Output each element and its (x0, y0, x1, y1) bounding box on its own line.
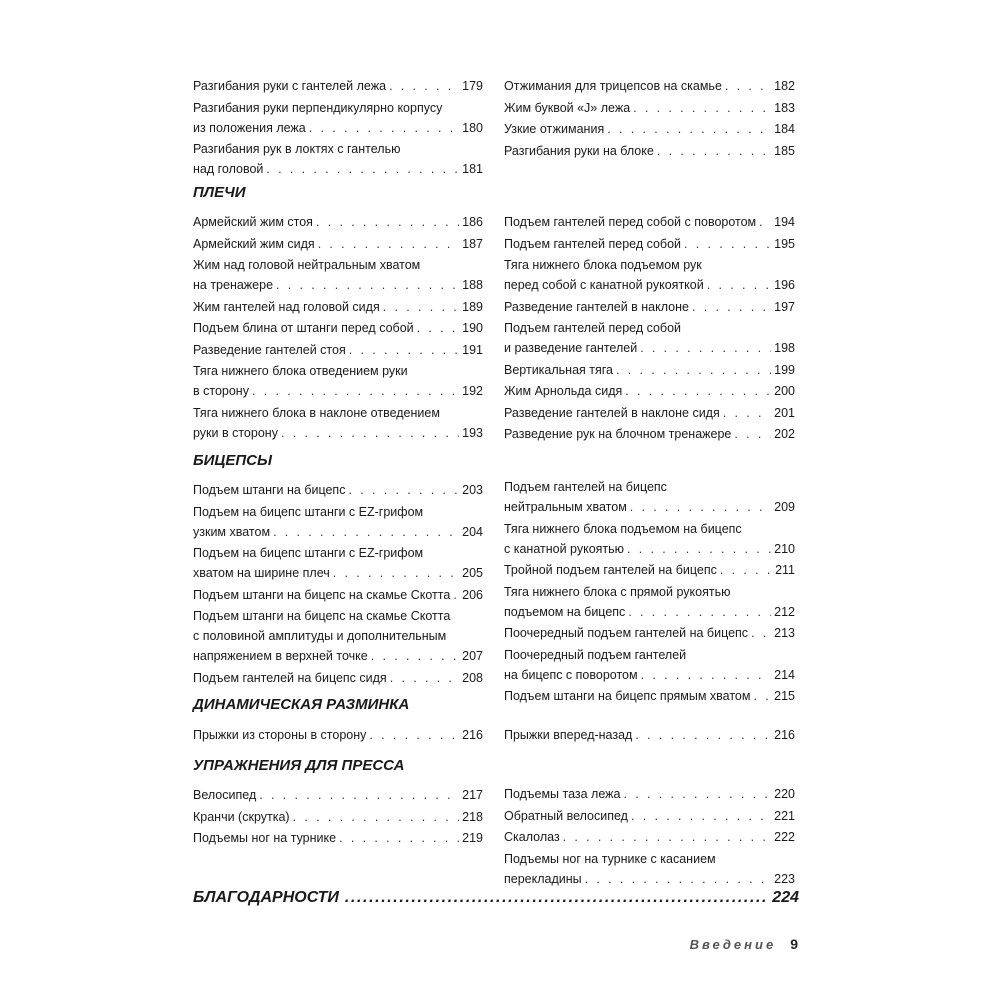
section-heading: ДИНАМИЧЕСКАЯ РАЗМИНКА (193, 696, 410, 713)
toc-entry-title-line: Разведение гантелей стоя (193, 342, 346, 357)
toc-entry-title-line: Подъем блина от штанги перед собой (193, 321, 414, 335)
toc-entry[interactable] (504, 827, 795, 847)
toc-entry-title-line: напряжением в верхней точке (193, 649, 368, 663)
toc-entry-title-line: Жим буквой «J» лежа (504, 100, 631, 115)
toc-entry-title-line: на бицепс с поворотом (504, 667, 638, 682)
toc-entry-title-line: Вертикальная тяга (504, 362, 614, 377)
toc-entry[interactable] (193, 543, 483, 583)
leader-dots (630, 497, 771, 517)
toc-entry[interactable] (193, 828, 483, 848)
leader-dots (585, 869, 771, 889)
toc-entry[interactable] (504, 645, 795, 685)
toc-entry-page: 199 (774, 362, 795, 377)
toc-entry-page: 222 (774, 830, 795, 844)
acknowledgments-page: 224 (772, 889, 799, 906)
toc-entry-page: 191 (462, 342, 483, 357)
toc-entry-title-line: узким хватом (193, 524, 271, 539)
leader-dots (389, 76, 459, 96)
toc-entry-title-line: Подъемы ног на турнике с касанием (504, 851, 716, 866)
toc-entry-page: 202 (774, 427, 795, 441)
toc-entry-title-line: Армейский жим стоя (193, 215, 313, 229)
toc-entry-title-line: хватом на ширине плеч (193, 566, 330, 580)
toc-entry-title-line: Подъем на бицепс штанги с EZ-грифом (193, 546, 424, 560)
toc-entry-page: 193 (462, 425, 483, 440)
toc-entry[interactable] (193, 234, 483, 254)
leader-dots (633, 98, 771, 118)
toc-entry-title-line: Тяга нижнего блока подъемом на бицепс (504, 521, 742, 536)
leader-dots (276, 275, 459, 295)
toc-entry-page: 212 (774, 604, 795, 619)
toc-entry-title-line: Отжимания для трицепсов на скамье (504, 79, 722, 93)
toc-entry[interactable] (504, 424, 795, 444)
toc-entry[interactable] (193, 76, 483, 96)
leader-dots (417, 318, 460, 338)
toc-entry-page: 204 (462, 524, 483, 539)
toc-entry[interactable] (504, 318, 795, 358)
toc-entry-page: 187 (462, 236, 483, 251)
toc-entry[interactable] (504, 623, 795, 643)
toc-entry-title-line: Подъем гантелей перед собой с поворотом (504, 215, 757, 229)
toc-entry-title-line: Жим гантелей над головой сидя (193, 299, 380, 314)
leader-dots (684, 234, 771, 254)
toc-entry[interactable] (504, 234, 795, 254)
toc-entry-title-line: Подъем штанги на бицепс прямым хватом (504, 689, 751, 703)
toc-entry-page: 201 (774, 405, 795, 420)
leader-dots (316, 212, 459, 232)
toc-entry-title-line: Поочередный подъем гантелей (504, 647, 687, 662)
toc-entry[interactable] (504, 403, 795, 423)
leader-dots (723, 403, 771, 423)
toc-entry[interactable] (504, 98, 795, 118)
leader-dots (371, 646, 459, 666)
toc-entry[interactable] (504, 560, 795, 580)
leader-dots (339, 828, 459, 848)
acknowledgments-label: БЛАГОДАРНОСТИ (193, 889, 339, 906)
toc-entry-title-line: Разведение рук на блочном тренажере (504, 427, 732, 441)
toc-entry-page: 211 (775, 563, 795, 577)
leader-dots (453, 585, 459, 605)
toc-entry-page: 209 (774, 500, 795, 514)
toc-entry-title-line: Армейский жим сидя (193, 236, 315, 251)
toc-entry[interactable] (504, 477, 795, 517)
toc-entry-title-line: и разведение гантелей (504, 341, 638, 355)
toc-entry-title-line: Подъем штанги на бицепс на скамье Скотта (193, 609, 451, 623)
toc-entry-title-line: Разведение гантелей в наклоне сидя (504, 405, 720, 420)
toc-entry-page: 214 (774, 667, 795, 682)
leader-dots (259, 785, 459, 805)
leader-dots (318, 234, 459, 254)
toc-entry-title-line: нейтральным хватом (504, 500, 627, 514)
toc-entry-title-line: Скалолаз (504, 830, 560, 844)
toc-entry[interactable] (504, 212, 795, 232)
toc-entry-title-line: Тяга нижнего блока подъемом рук (504, 258, 702, 272)
toc-entry[interactable] (504, 360, 795, 380)
leader-dots (707, 275, 771, 295)
leader-dots (607, 119, 771, 139)
toc-entry-page: 205 (462, 566, 483, 580)
toc-entry-page: 182 (774, 79, 795, 93)
toc-entry-page: 188 (462, 278, 483, 292)
leader-dots (369, 725, 459, 745)
leader-dots (628, 602, 771, 622)
leader-dots (631, 806, 771, 826)
toc-entry-page: 197 (774, 299, 795, 314)
toc-entry-title-line: Разгибания руки на блоке (504, 143, 654, 158)
toc-entry[interactable] (193, 403, 483, 443)
toc-entry-page: 180 (462, 120, 483, 135)
toc-entry-title-line: Подъемы ног на турнике (193, 831, 337, 845)
toc-entry-title-line: Прыжки из стороны в сторону (193, 728, 367, 742)
toc-entry-page: 194 (774, 215, 795, 229)
toc-entry-page: 206 (462, 587, 483, 602)
toc-entry-title-line: в сторону (193, 384, 249, 398)
leader-dots (640, 338, 771, 358)
section-heading: УПРАЖНЕНИЯ ДЛЯ ПРЕССА (193, 757, 405, 774)
leader-dots (635, 725, 771, 745)
toc-entry[interactable] (193, 606, 483, 666)
toc-entry-title-line: Подъем гантелей на бицепс сидя (193, 670, 387, 685)
toc-entry-title-line: Подъем на бицепс штанги с EZ-грифом (193, 504, 424, 519)
leader-dots (266, 159, 459, 179)
toc-entry-page: 184 (774, 122, 795, 136)
toc-entry-title-line: Обратный велосипед (504, 808, 628, 823)
leader-dots (390, 668, 459, 688)
toc-entry-title-line: Подъем гантелей перед собой (504, 236, 682, 251)
toc-entry[interactable] (193, 502, 483, 542)
page-footer (690, 936, 798, 956)
toc-entry-title-line: Тяга нижнего блока отведением руки (193, 364, 408, 378)
toc-entry-title-line: из положения лежа (193, 120, 306, 135)
toc-entry[interactable] (504, 582, 795, 622)
leader-dots (720, 560, 772, 580)
section-heading: БИЦЕПСЫ (193, 452, 272, 469)
toc-entry[interactable] (504, 519, 795, 559)
leader-dots (293, 807, 460, 827)
leader-dots (657, 141, 771, 161)
leader-dots (349, 340, 459, 360)
toc-entry[interactable] (193, 297, 483, 317)
toc-entry[interactable] (504, 806, 795, 826)
leader-dots (281, 423, 459, 443)
toc-entry[interactable] (193, 212, 483, 232)
leader-dots (692, 297, 771, 317)
toc-entry-page: 185 (774, 143, 795, 158)
toc-entry-page: 223 (774, 871, 795, 886)
toc-entry-page: 220 (774, 787, 795, 801)
toc-entry-title-line: подъемом на бицепс (504, 604, 626, 619)
toc-entry-title-line: на тренажере (193, 278, 274, 292)
toc-entry-page: 189 (462, 299, 483, 314)
toc-entry-title-line: Подъем штанги на бицепс (193, 483, 346, 497)
toc-entry-page: 207 (462, 649, 483, 663)
toc-entry[interactable] (193, 340, 483, 360)
toc-entry-title-line: Узкие отжимания (504, 122, 605, 136)
toc-entry-title-line: Разведение гантелей в наклоне (504, 299, 689, 314)
leader-dots (725, 76, 771, 96)
leader-dots (345, 889, 766, 907)
leader-dots (753, 686, 771, 706)
toc-entry-title-line: Тяга нижнего блока в наклоне отведением (193, 405, 440, 420)
toc-entry-title-line: Тяга нижнего блока с прямой рукоятью (504, 584, 731, 599)
toc-entry-title-line: Велосипед (193, 788, 257, 802)
toc-entry[interactable] (193, 725, 483, 745)
toc-entry-title-line: Поочередный подъем гантелей на бицепс (504, 626, 749, 640)
toc-entry-page: 213 (774, 626, 795, 640)
toc-entry-title-line: Жим над головой нейтральным хватом (193, 258, 421, 272)
toc-entry-page: 195 (774, 236, 795, 251)
toc-entry[interactable] (193, 98, 483, 138)
toc-entry[interactable] (504, 255, 795, 295)
toc-entry-page: 190 (462, 321, 483, 335)
toc-entry-title-line: перекладины (504, 871, 582, 886)
toc-entry-title-line: Разгибания руки с гантелей лежа (193, 79, 387, 93)
toc-entry[interactable] (504, 141, 795, 161)
toc-entry-page: 181 (462, 162, 483, 176)
leader-dots (751, 623, 771, 643)
toc-entry[interactable] (193, 139, 483, 179)
toc-entry-page: 217 (462, 788, 483, 802)
toc-entry-page: 218 (462, 809, 483, 824)
toc-entry-title-line: над головой (193, 162, 264, 176)
toc-entry[interactable] (193, 255, 483, 295)
toc-entry[interactable] (504, 725, 795, 745)
section-heading: ПЛЕЧИ (193, 184, 246, 201)
toc-entry-title-line: Подъемы таза лежа (504, 787, 621, 801)
toc-entry[interactable] (193, 785, 483, 805)
toc-entry-page: 196 (774, 278, 795, 292)
toc-entry[interactable] (193, 807, 483, 827)
leader-dots (563, 827, 771, 847)
toc-entry[interactable] (504, 784, 795, 804)
toc-entry-page: 183 (774, 100, 795, 115)
toc-entry-title-line: Подъем штанги на бицепс на скамье Скотта (193, 587, 451, 602)
leader-dots (641, 665, 772, 685)
toc-entry-title-line: Жим Арнольда сидя (504, 384, 623, 398)
toc-entry-title-line: Подъем гантелей перед собой (504, 321, 682, 335)
toc-entry-title-line: Разгибания рук в локтях с гантелью (193, 142, 401, 156)
leader-dots (623, 784, 771, 804)
toc-entry-page: 203 (462, 483, 483, 497)
toc-entry-title-line: Разгибания руки перпендикулярно корпусу (193, 100, 443, 115)
toc-entry-page: 215 (774, 689, 795, 703)
toc-entry[interactable] (504, 381, 795, 401)
toc-entry-title-line: с канатной рукоятью (504, 541, 625, 556)
toc-entry-title-line: с половиной амплитуды и дополнительным (193, 629, 447, 643)
footer-section-label: Введение (689, 937, 777, 952)
leader-dots (734, 424, 771, 444)
leader-dots (625, 381, 771, 401)
toc-entry-page: 210 (774, 541, 795, 556)
toc-entry-page: 200 (774, 384, 795, 398)
toc-entry-page: 208 (462, 670, 483, 685)
toc-entry-title-line: Кранчи (скрутка) (193, 809, 290, 824)
toc-entry[interactable] (504, 686, 795, 706)
toc-entry[interactable] (193, 585, 483, 605)
toc-entry-title-line: Тройной подъем гантелей на бицепс (504, 563, 717, 577)
leader-dots (759, 212, 771, 232)
footer-page-number: 9 (790, 936, 798, 952)
toc-entry-title-line: Подъем гантелей на бицепс (504, 480, 667, 494)
toc-entry-page: 219 (462, 831, 483, 845)
leader-dots (333, 563, 459, 583)
acknowledgments-entry (193, 889, 799, 911)
leader-dots (252, 381, 459, 401)
toc-entry-title-line: Прыжки вперед-назад (504, 728, 633, 742)
leader-dots (273, 522, 459, 542)
toc-entry[interactable] (193, 361, 483, 401)
toc-entry-page: 186 (462, 215, 483, 229)
toc-entry[interactable] (504, 119, 795, 139)
toc-entry-page: 216 (462, 728, 483, 742)
toc-entry[interactable] (193, 318, 483, 338)
toc-entry[interactable] (504, 76, 795, 96)
toc-entry-page: 198 (774, 341, 795, 355)
leader-dots (616, 360, 771, 380)
leader-dots (627, 539, 771, 559)
toc-entry-page: 216 (774, 728, 795, 742)
toc-entry[interactable] (504, 297, 795, 317)
toc-entry-title-line: руки в сторону (193, 425, 278, 440)
toc-entry-page: 221 (774, 808, 795, 823)
toc-entry-page: 179 (462, 79, 483, 93)
toc-entry-title-line: перед собой с канатной рукояткой (504, 278, 704, 292)
leader-dots (348, 480, 459, 500)
toc-entry[interactable] (193, 480, 483, 500)
leader-dots (383, 297, 459, 317)
toc-entry[interactable] (504, 849, 795, 889)
leader-dots (309, 118, 459, 138)
toc-entry-page: 192 (462, 384, 483, 398)
toc-entry[interactable] (193, 668, 483, 688)
